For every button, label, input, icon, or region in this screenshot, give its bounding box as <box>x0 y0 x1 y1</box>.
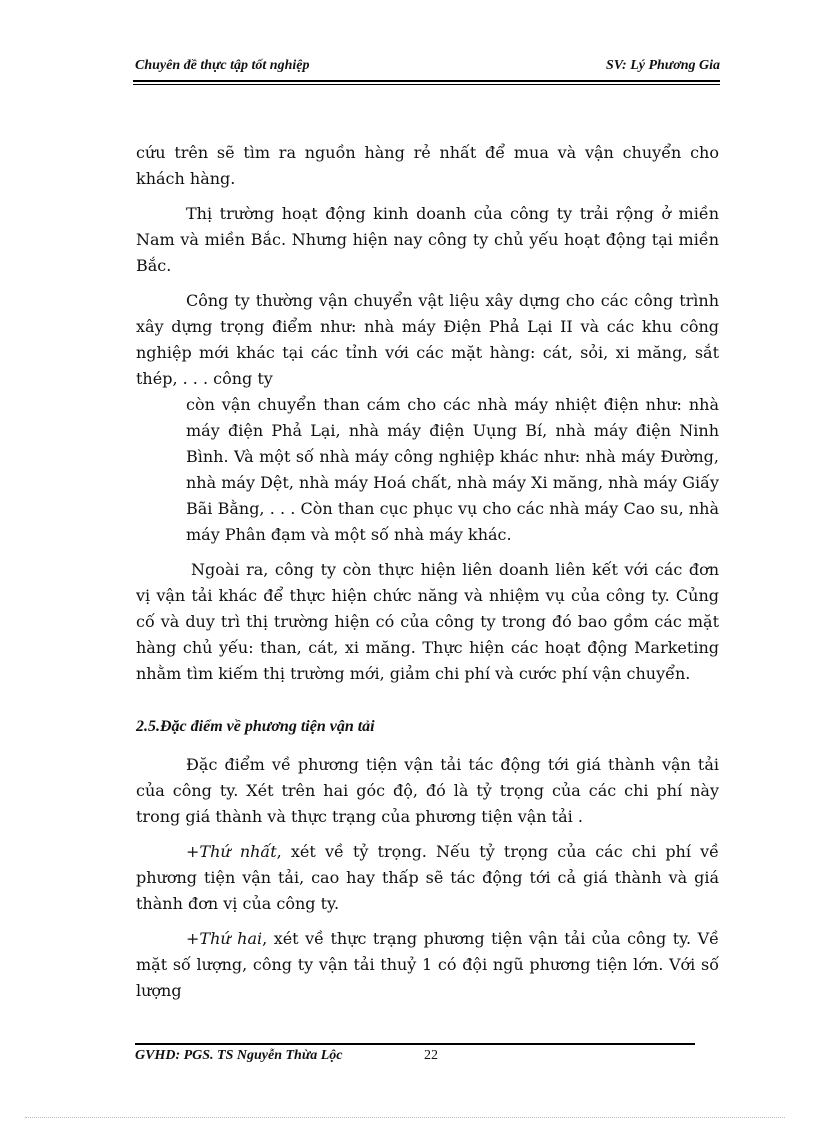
section-heading: 2.5.Đặc điểm về phương tiện vận tải <box>136 718 375 735</box>
body-text <box>136 140 719 687</box>
page-edge-dotted-line <box>25 1117 785 1118</box>
section-paragraph-3 <box>136 926 719 1004</box>
header-student-name: SV: Lý Phương Gia <box>605 58 720 73</box>
paragraph-1: cứu trên sẽ tìm ra nguồn hàng rẻ nhất để mua và vận chuyển cho khách hàng. <box>136 143 719 188</box>
page-number: 22 <box>424 1048 438 1063</box>
header-rule-thick <box>133 80 720 82</box>
page-header <box>135 56 720 82</box>
header-document-title: Chuyên đề thực tập tốt nghiệp <box>135 58 310 73</box>
section-paragraph-2-text: , xét về tỷ trọng. Nếu tỷ trọng của các chi phí về phương tiện vận tải, cao hay thấp sẽ tác động tới cả giá thành và giá thành đơn vị của công ty. <box>136 842 719 913</box>
footer-advisor: GVHD: PGS. TS Nguyễn Thừa Lộc <box>135 1048 343 1063</box>
footer-rule <box>135 1043 695 1045</box>
section-paragraph-3-text: , xét về thực trạng phương tiện vận tải của công ty. Về mặt số lượng, công ty vận tải thuỷ 1 có đội ngũ phương tiện lớn. Với số lượng <box>136 929 719 1000</box>
section-paragraph-3-lead: +Thứ hai <box>186 929 263 948</box>
section-paragraph-2 <box>136 839 719 917</box>
paragraph-5: Ngoài ra, công ty còn thực hiện liên doanh liên kết với các đơn vị vận tải khác để thực hiện chức năng và nhiệm vụ của công ty. Củng cố và duy trì thị trường hiện có của công ty trong đó bao gồm các mặt hàng chủ yếu: than, cát, xi măng. Thực hiện các hoạt động Marketing nhằm tìm kiếm thị trường mới, giảm chi phí và cước phí vận chuyển. <box>136 560 719 683</box>
section-paragraph-1: Đặc điểm về phương tiện vận tải tác động tới giá thành vận tải của công ty. Xét trên hai góc độ, đó là tỷ trọng của các chi phí này trong giá thành và thực trạng của phương tiện vận tải . <box>136 755 719 826</box>
paragraph-4: còn vận chuyển than cám cho các nhà máy nhiệt điện như: nhà máy điện Phả Lại, nhà máy điện Uụng Bí, nhà máy điện Ninh Bình. Và một số nhà máy công nghiệp khác như: nhà máy Đường, nhà máy Dệt, nhà máy Hoá chất, nhà máy Xi măng, nhà máy Giấy Bãi Bằng, . . . Còn than cục phục vụ cho các nhà máy Cao su, nhà máy Phân đạm và một số nhà máy khác. <box>186 395 719 544</box>
section-paragraph-2-lead: +Thứ nhất <box>186 842 277 861</box>
header-rule-thin <box>133 84 720 85</box>
paragraph-3: Công ty thường vận chuyển vật liệu xây dựng cho các công trình xây dựng trọng điểm như: nhà máy Điện Phả Lại II và các khu công nghiệp mới khác tại các tỉnh với các mặt hàng: cát, sỏi, xi măng, sắt thép, . . . công ty <box>136 291 719 388</box>
paragraph-2: Thị trường hoạt động kinh doanh của công ty trải rộng ở miền Nam và miền Bắc. Nhưng hiện nay công ty chủ yếu hoạt động tại miền Bắc. <box>136 204 719 275</box>
section-body <box>136 752 719 1004</box>
